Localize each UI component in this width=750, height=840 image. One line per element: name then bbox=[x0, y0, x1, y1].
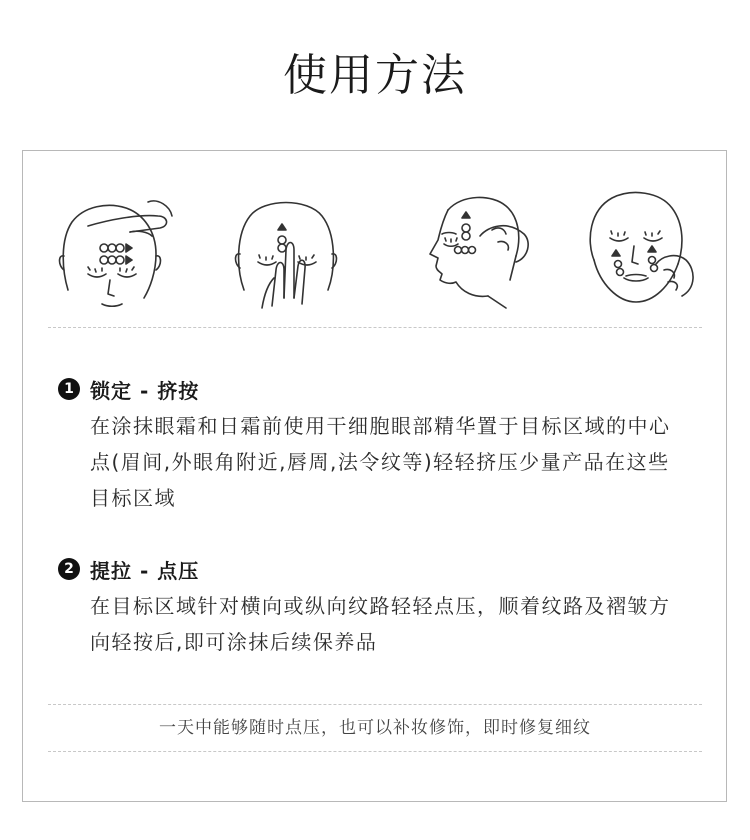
eye-corner-massage-icon bbox=[408, 180, 538, 310]
step-2-body: 在目标区域针对横向或纵向纹路轻轻点压，顺着纹路及褶皱方向轻按后,即可涂抹后续保养品 bbox=[90, 594, 671, 654]
tip-text: 一天中能够随时点压，也可以补妆修饰，即时修复细纹 bbox=[48, 704, 702, 752]
step-2-number-badge: 2 bbox=[58, 558, 80, 580]
step-1-number-badge: 1 bbox=[58, 378, 80, 400]
nasolabial-massage-icon bbox=[572, 180, 702, 310]
brow-massage-icon bbox=[222, 180, 352, 310]
step-2 bbox=[58, 552, 698, 660]
step-1-header bbox=[58, 372, 698, 406]
step-2-header bbox=[58, 552, 698, 586]
section-divider bbox=[48, 327, 702, 328]
step-1 bbox=[58, 372, 698, 516]
step-2-title: 提拉 - 点压 bbox=[90, 558, 200, 583]
forehead-massage-icon bbox=[48, 180, 178, 310]
page-title: 使用方法 bbox=[283, 50, 467, 101]
illustration-row bbox=[48, 180, 702, 310]
step-1-body: 在涂抹眼霜和日霜前使用干细胞眼部精华置于目标区域的中心点(眉间,外眼角附近,唇周,法令纹等)轻轻挤压少量产品在这些目标区域 bbox=[90, 414, 671, 510]
step-1-title: 锁定 - 挤按 bbox=[90, 378, 200, 403]
